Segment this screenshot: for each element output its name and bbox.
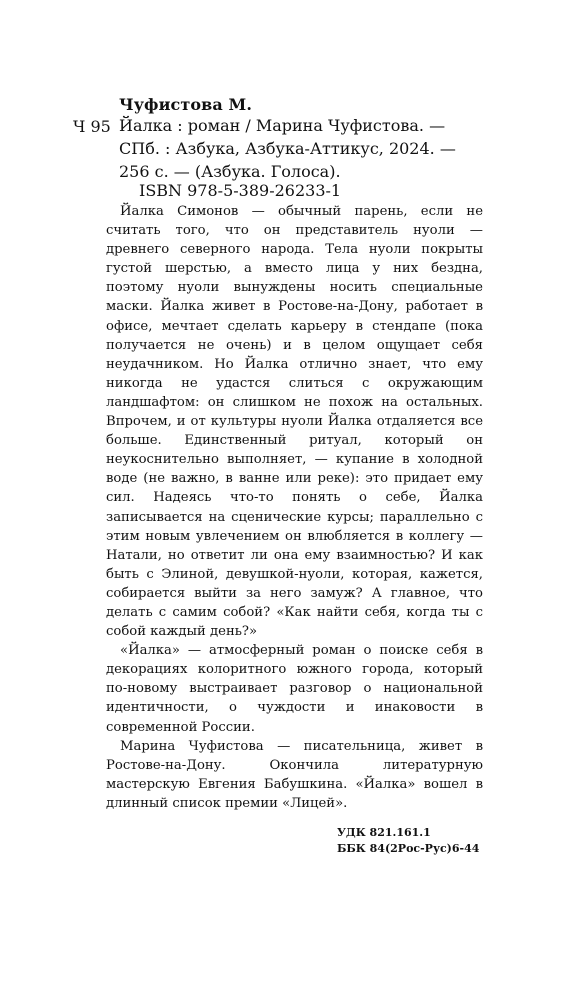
bibliographic-text: Йалка : роман / Марина Чуфистова. — СПб. : Азбука, Азбука-Аттикус, 2024. — 256 с. — (Азбука. Голоса). — [119, 116, 456, 181]
abstract-paragraph: «Йалка» — атмосферный роман о поиске себя в декорациях колоритного южного города, который по-новому выстраивает разговор о национальной идентичности, о чуждости и инаковости в современной России. — [106, 643, 483, 735]
author-heading: Чуфистова М. — [119, 95, 253, 114]
abstract — [106, 202, 483, 813]
classification-codes — [337, 825, 479, 857]
abstract-paragraph: Йалка Симонов — обычный парень, если не считать того, что он представитель нуоли — древнего северного народа. Тела нуоли покрыты густой шерстью, а вместо лица у них бездна, поэтому нуоли вынуждены носить специальные маски. Йалка живет в Ростове-на-Дону, работает в офисе, мечтает сделать карьеру в стендапе (пока получается не очень) и в целом ощущает себя неудачником. Но Йалка отлично знает, что ему никогда не удастся слиться с окружающим ландшафтом: он слишком не похож на остальных. Впрочем, и от культуры нуоли Йалка отдаляется все больше. Единственный ритуал, который он неукоснительно выполняет, — купание в холодной воде (не важно, в ванне или реке): это придает ему сил. Надеясь что-то понять о себе, Йалка записывается на сценические курсы; параллельно с этим новым увлечением он влюбляется в коллегу — Натали, но ответит ли она ему взаимностью? И как быть с Элиной, девушкой-нуоли, которая, кажется, собирается выйти за него замуж? А главное, что делать с самим собой? «Как найти себя, когда ты с собой каждый день?» — [106, 204, 483, 640]
udc-code: УДК 821.161.1 — [337, 826, 431, 839]
isbn-line: ISBN 978-5-389-26233-1 — [139, 181, 342, 200]
bibliographic-description — [119, 114, 479, 183]
bbk-code: ББК 84(2Рос-Рус)6-44 — [337, 842, 480, 855]
abstract-paragraph: Марина Чуфистова — писательница, живет в Ростове-на-Дону. Окончила литературную мастерскую Евгения Бабушкина. «Йалка» вошел в длинный список премии «Лицей». — [106, 738, 483, 811]
shelf-index: Ч 95 — [73, 117, 111, 136]
